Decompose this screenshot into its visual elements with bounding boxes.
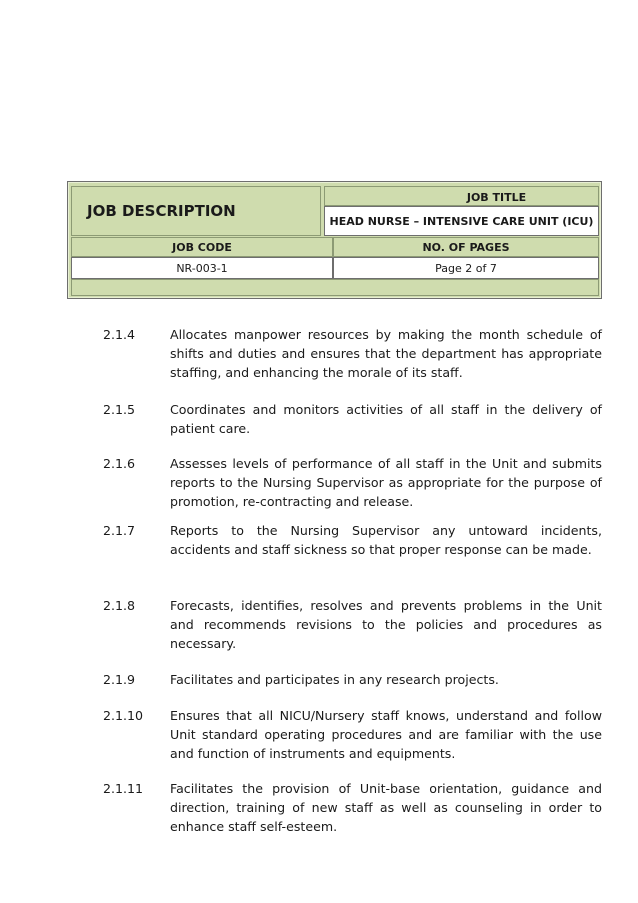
item-text: Reports to the Nursing Supervisor any untoward incidents, accidents and staff sickness so that proper response can be made. — [170, 523, 602, 557]
job-title-label: JOB TITLE — [324, 186, 599, 206]
item-text: Ensures that all NICU/Nursery staff knows, understand and follow Unit standard operating procedures and are familiar with the use and function of instruments and equipments. — [170, 708, 602, 761]
item-text: Allocates manpower resources by making the month schedule of shifts and duties and ensures that the department has appropriate staffing, and enhancing the morale of its staff. — [170, 327, 602, 380]
item-number: 2.1.4 — [103, 327, 136, 342]
item-text: Assesses levels of performance of all staff in the Unit and submits reports to the Nursing Supervisor as appropriate for the purpose of promotion, re-contracting and release. — [170, 456, 602, 509]
job-header-table — [67, 181, 602, 299]
job-description-heading: JOB DESCRIPTION — [71, 186, 321, 236]
job-code-label: JOB CODE — [71, 237, 333, 257]
item-number: 2.1.9 — [103, 672, 136, 687]
item-text: Facilitates the provision of Unit-base orientation, guidance and direction, training of new staff as well as counseling in order to enhance staff self-esteem. — [170, 781, 602, 834]
job-title-value: HEAD NURSE – INTENSIVE CARE UNIT (ICU) — [324, 206, 599, 236]
item-number: 2.1.6 — [103, 456, 136, 471]
item-text: Facilitates and participates in any research projects. — [170, 672, 499, 687]
item-number: 2.1.11 — [103, 781, 144, 796]
header-blank-row — [71, 279, 599, 296]
pages-value: Page 2 of 7 — [333, 257, 599, 279]
item-number: 2.1.8 — [103, 598, 136, 613]
job-code-value: NR-003-1 — [71, 257, 333, 279]
item-number: 2.1.5 — [103, 402, 136, 417]
item-number: 2.1.10 — [103, 708, 144, 723]
item-text: Forecasts, identifies, resolves and prevents problems in the Unit and recommends revisions to the policies and procedures as necessary. — [170, 598, 602, 651]
item-number: 2.1.7 — [103, 523, 136, 538]
item-text: Coordinates and monitors activities of all staff in the delivery of patient care. — [170, 402, 602, 436]
pages-label: NO. OF PAGES — [333, 237, 599, 257]
